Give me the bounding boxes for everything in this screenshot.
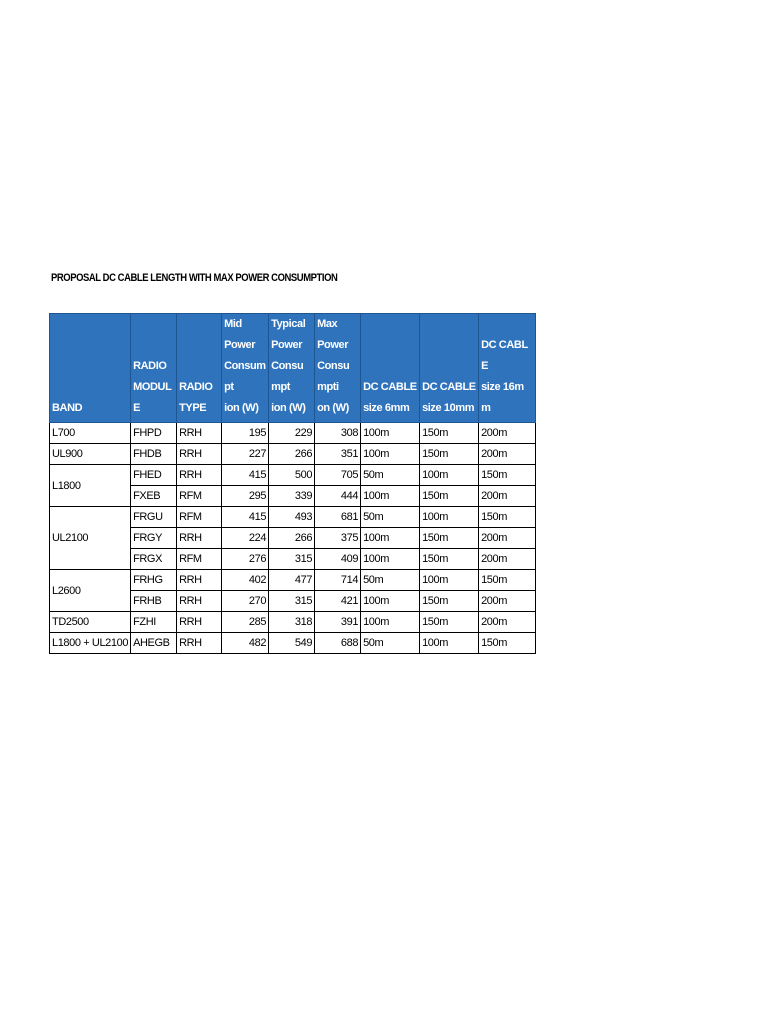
radio-module-cell: FRHB — [131, 591, 177, 612]
typical-power-cell: 318 — [269, 612, 315, 633]
document-title: PROPOSAL DC CABLE LENGTH WITH MAX POWER CONSUMPTION — [51, 272, 338, 284]
band-cell: TD2500 — [50, 612, 131, 633]
header-dc-cable-10mm: DC CABLE size 10mm — [420, 314, 479, 423]
radio-module-cell: FZHI — [131, 612, 177, 633]
max-power-cell: 421 — [315, 591, 361, 612]
dc-cable-16mm-cell: 200m — [479, 423, 536, 444]
radio-module-cell: FXEB — [131, 486, 177, 507]
header-radio-module: RADIO MODULE — [131, 314, 177, 423]
dc-cable-10mm-cell: 150m — [420, 444, 479, 465]
band-cell: L1800 — [50, 465, 131, 507]
dc-cable-10mm-cell: 150m — [420, 612, 479, 633]
max-power-cell: 714 — [315, 570, 361, 591]
dc-cable-6mm-cell: 50m — [361, 507, 420, 528]
radio-module-cell: FRHG — [131, 570, 177, 591]
max-power-cell: 351 — [315, 444, 361, 465]
mid-power-cell: 482 — [222, 633, 269, 654]
radio-module-cell: AHEGB — [131, 633, 177, 654]
radio-type-cell: RFM — [177, 507, 222, 528]
header-row — [50, 314, 536, 423]
max-power-cell: 308 — [315, 423, 361, 444]
dc-cable-10mm-cell: 150m — [420, 591, 479, 612]
typical-power-cell: 493 — [269, 507, 315, 528]
table-row — [50, 633, 536, 654]
table-row — [50, 612, 536, 633]
dc-cable-6mm-cell: 100m — [361, 549, 420, 570]
header-dc-cable-6mm: DC CABLE size 6mm — [361, 314, 420, 423]
header-mid-power: Mid Power Consumpt ion (W) — [222, 314, 269, 423]
band-cell: UL900 — [50, 444, 131, 465]
dc-cable-6mm-cell: 50m — [361, 570, 420, 591]
dc-cable-10mm-cell: 150m — [420, 528, 479, 549]
dc-cable-10mm-cell: 150m — [420, 549, 479, 570]
dc-cable-6mm-cell: 50m — [361, 633, 420, 654]
dc-cable-6mm-cell: 100m — [361, 486, 420, 507]
dc-cable-6mm-cell: 100m — [361, 528, 420, 549]
power-consumption-table — [49, 313, 536, 654]
radio-module-cell: FRGU — [131, 507, 177, 528]
dc-cable-16mm-cell: 200m — [479, 486, 536, 507]
max-power-cell: 444 — [315, 486, 361, 507]
mid-power-cell: 285 — [222, 612, 269, 633]
radio-module-cell: FHDB — [131, 444, 177, 465]
typical-power-cell: 500 — [269, 465, 315, 486]
dc-cable-16mm-cell: 200m — [479, 612, 536, 633]
dc-cable-6mm-cell: 100m — [361, 591, 420, 612]
band-cell: L700 — [50, 423, 131, 444]
dc-cable-6mm-cell: 100m — [361, 612, 420, 633]
table-row — [50, 444, 536, 465]
radio-type-cell: RRH — [177, 423, 222, 444]
table-body — [50, 423, 536, 654]
dc-cable-10mm-cell: 100m — [420, 465, 479, 486]
typical-power-cell: 229 — [269, 423, 315, 444]
mid-power-cell: 402 — [222, 570, 269, 591]
typical-power-cell: 266 — [269, 444, 315, 465]
dc-cable-16mm-cell: 200m — [479, 591, 536, 612]
mid-power-cell: 227 — [222, 444, 269, 465]
dc-cable-16mm-cell: 150m — [479, 465, 536, 486]
typical-power-cell: 315 — [269, 591, 315, 612]
band-cell: L1800 + UL2100 — [50, 633, 131, 654]
radio-type-cell: RRH — [177, 591, 222, 612]
mid-power-cell: 270 — [222, 591, 269, 612]
dc-cable-16mm-cell: 150m — [479, 570, 536, 591]
radio-type-cell: RRH — [177, 528, 222, 549]
mid-power-cell: 224 — [222, 528, 269, 549]
header-typical-power: Typical Power Consumpt ion (W) — [269, 314, 315, 423]
max-power-cell: 409 — [315, 549, 361, 570]
band-cell: UL2100 — [50, 507, 131, 570]
dc-cable-10mm-cell: 150m — [420, 486, 479, 507]
dc-cable-16mm-cell: 200m — [479, 444, 536, 465]
dc-cable-10mm-cell: 100m — [420, 570, 479, 591]
table-row — [50, 507, 536, 528]
mid-power-cell: 276 — [222, 549, 269, 570]
typical-power-cell: 315 — [269, 549, 315, 570]
max-power-cell: 705 — [315, 465, 361, 486]
table-row — [50, 423, 536, 444]
radio-type-cell: RRH — [177, 570, 222, 591]
header-band: BAND — [50, 314, 131, 423]
header-radio-type: RADIO TYPE — [177, 314, 222, 423]
typical-power-cell: 477 — [269, 570, 315, 591]
mid-power-cell: 195 — [222, 423, 269, 444]
dc-cable-6mm-cell: 100m — [361, 444, 420, 465]
dc-cable-6mm-cell: 50m — [361, 465, 420, 486]
radio-module-cell: FRGY — [131, 528, 177, 549]
typical-power-cell: 266 — [269, 528, 315, 549]
band-cell: L2600 — [50, 570, 131, 612]
max-power-cell: 688 — [315, 633, 361, 654]
radio-type-cell: RFM — [177, 549, 222, 570]
radio-type-cell: RFM — [177, 486, 222, 507]
dc-cable-6mm-cell: 100m — [361, 423, 420, 444]
radio-type-cell: RRH — [177, 465, 222, 486]
header-dc-cable-16mm: DC CABLE size 16mm — [479, 314, 536, 423]
max-power-cell: 391 — [315, 612, 361, 633]
max-power-cell: 375 — [315, 528, 361, 549]
typical-power-cell: 339 — [269, 486, 315, 507]
radio-type-cell: RRH — [177, 444, 222, 465]
radio-module-cell: FHED — [131, 465, 177, 486]
dc-cable-16mm-cell: 200m — [479, 528, 536, 549]
header-max-power: Max Power Consumpti on (W) — [315, 314, 361, 423]
mid-power-cell: 415 — [222, 465, 269, 486]
typical-power-cell: 549 — [269, 633, 315, 654]
mid-power-cell: 295 — [222, 486, 269, 507]
dc-cable-10mm-cell: 100m — [420, 507, 479, 528]
table-row — [50, 570, 536, 591]
radio-type-cell: RRH — [177, 633, 222, 654]
radio-module-cell: FHPD — [131, 423, 177, 444]
dc-cable-16mm-cell: 150m — [479, 633, 536, 654]
mid-power-cell: 415 — [222, 507, 269, 528]
dc-cable-16mm-cell: 200m — [479, 549, 536, 570]
table-row — [50, 465, 536, 486]
dc-cable-16mm-cell: 150m — [479, 507, 536, 528]
radio-module-cell: FRGX — [131, 549, 177, 570]
max-power-cell: 681 — [315, 507, 361, 528]
dc-cable-10mm-cell: 100m — [420, 633, 479, 654]
dc-cable-10mm-cell: 150m — [420, 423, 479, 444]
radio-type-cell: RRH — [177, 612, 222, 633]
